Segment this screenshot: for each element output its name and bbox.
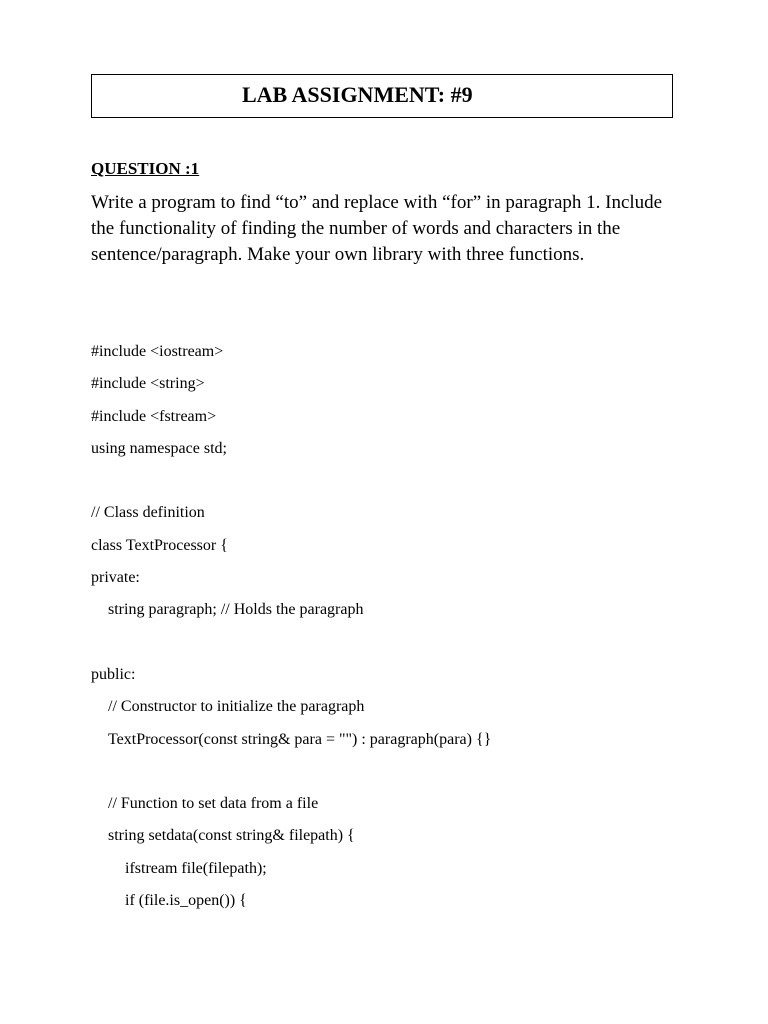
page-title: LAB ASSIGNMENT: #9 xyxy=(242,82,473,107)
code-line: string paragraph; // Holds the paragraph xyxy=(108,601,364,619)
code-line: using namespace std; xyxy=(91,439,227,457)
code-line-blank xyxy=(91,760,491,792)
code-line: if (file.is_open()) { xyxy=(125,892,247,910)
code-line: private: xyxy=(91,569,140,587)
code-line-blank xyxy=(91,631,491,663)
code-line: #include <iostream> xyxy=(91,343,224,360)
code-line: ifstream file(filepath); xyxy=(125,859,267,877)
code-line: string setdata(const string& filepath) { xyxy=(108,827,355,845)
code-line: // Constructor to initialize the paragraph xyxy=(108,698,365,716)
code-line-blank xyxy=(91,469,491,501)
code-line: #include <string> xyxy=(91,375,205,393)
code-line: TextProcessor(const string& para = "") : paragraph(para) {} xyxy=(108,730,492,748)
code-line: // Class definition xyxy=(91,504,205,522)
title-box xyxy=(91,74,673,118)
question-text: Write a program to find “to” and replace with “for” in paragraph 1. Include the functionality of finding the number of words and characters in the sentence/paragraph. Make your own library with three functions. xyxy=(91,192,663,265)
code-line: // Function to set data from a file xyxy=(108,795,319,813)
code-block xyxy=(91,340,491,921)
code-line: public: xyxy=(91,665,136,683)
question-label: QUESTION :1 xyxy=(91,159,200,178)
code-line: #include <fstream> xyxy=(91,407,217,425)
code-line: class TextProcessor { xyxy=(91,536,228,554)
